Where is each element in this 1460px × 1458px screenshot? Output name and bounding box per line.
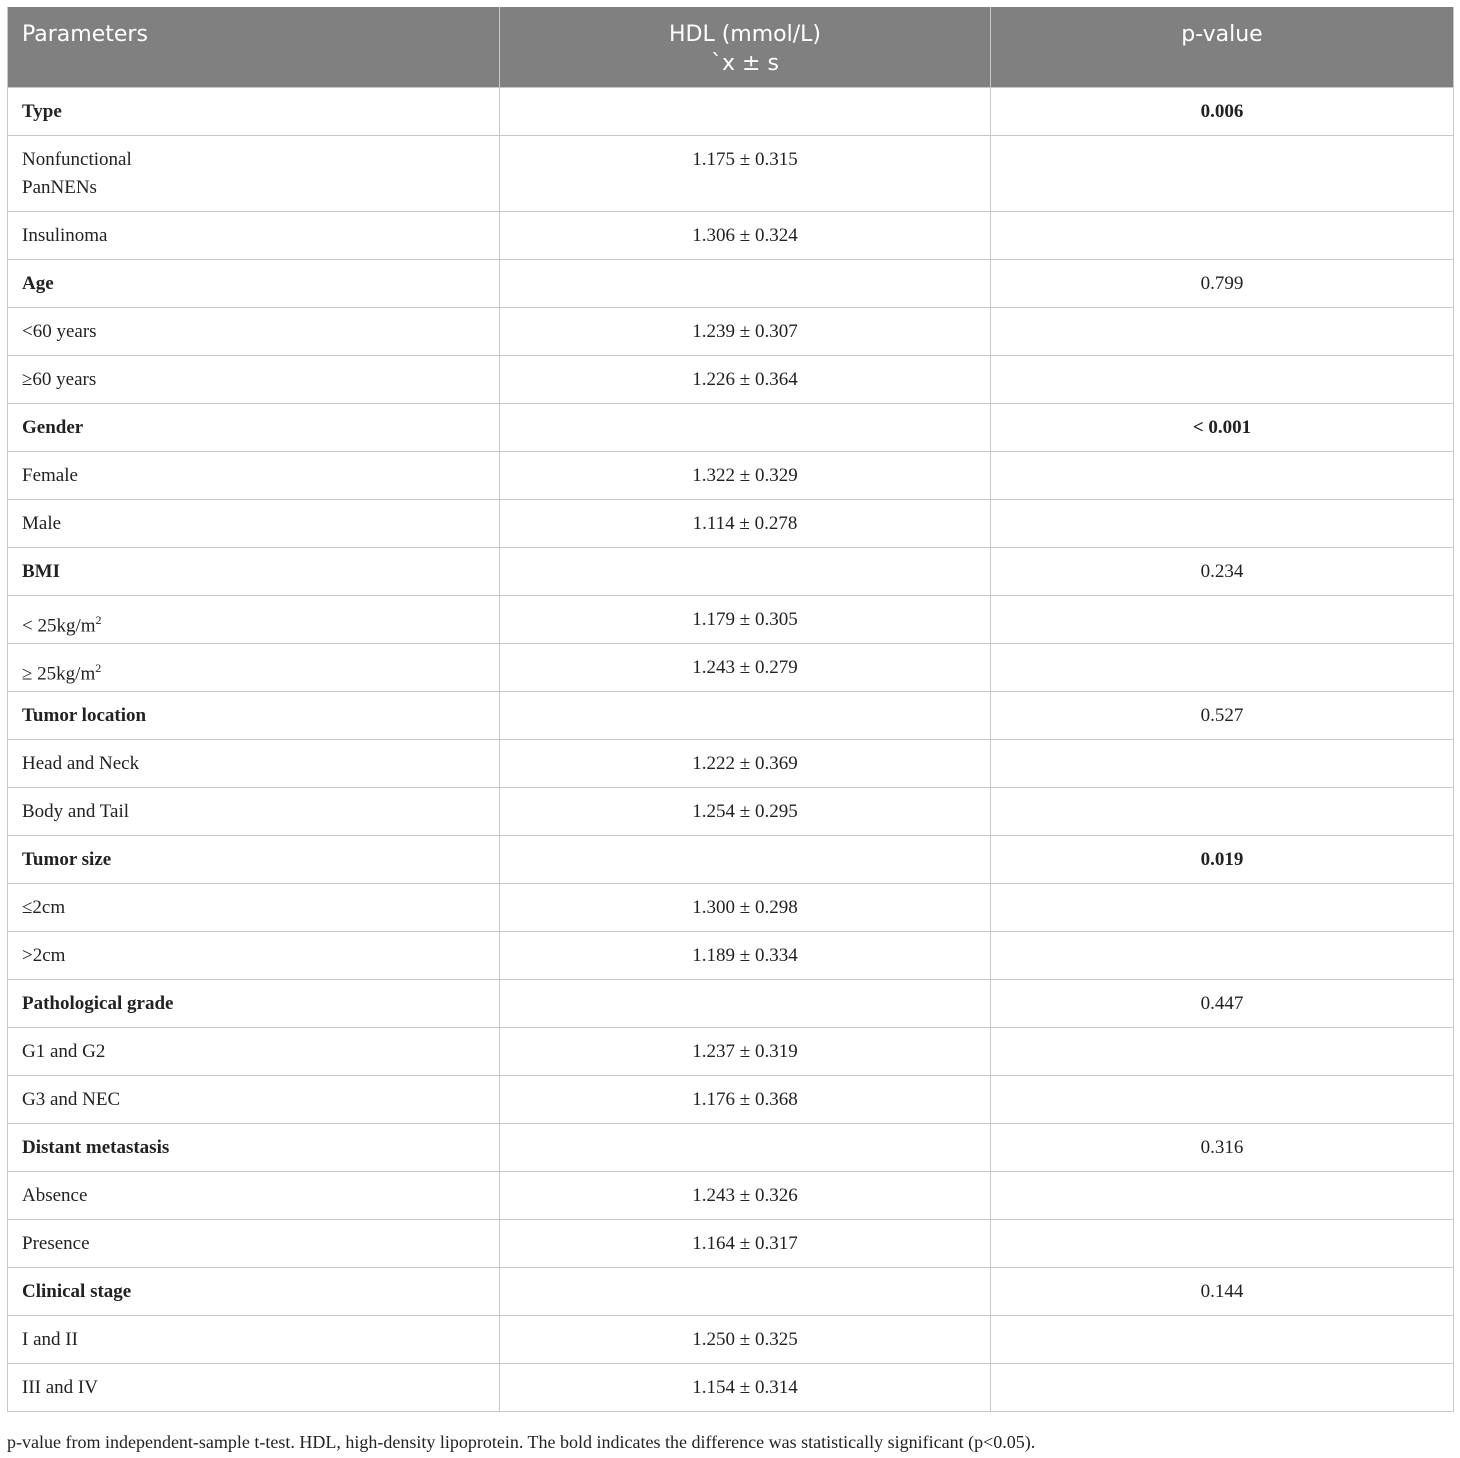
pvalue-text (1005, 932, 1439, 942)
table-container (7, 7, 1453, 1412)
pvalue-text: 0.447 (1200, 993, 1244, 1014)
parameter-text: <60 years (22, 321, 97, 342)
table-body (8, 88, 1454, 1412)
pvalue-text (1005, 1028, 1439, 1038)
hdl-value-text: 1.322 ± 0.329 (692, 465, 798, 486)
cell-hdl-value (500, 308, 991, 356)
table-row (8, 884, 1454, 932)
parameter-text: Distant metastasis (22, 1137, 170, 1158)
table-row (8, 1220, 1454, 1268)
cell-hdl-value (500, 1124, 991, 1172)
table-row (8, 500, 1454, 548)
cell-hdl-value (500, 1364, 991, 1412)
pvalue-text (1005, 1220, 1439, 1230)
parameter-text: Female (22, 465, 78, 486)
hdl-value-text: 1.189 ± 0.334 (692, 945, 798, 966)
hdl-value-text: 1.164 ± 0.317 (692, 1233, 798, 1254)
table-row (8, 932, 1454, 980)
parameter-text: Gender (22, 417, 84, 438)
cell-parameter (8, 500, 500, 548)
cell-parameter (8, 1076, 500, 1124)
table-row (8, 136, 1454, 212)
pvalue-text: 0.316 (1200, 1137, 1244, 1158)
hdl-value-text: 1.114 ± 0.278 (692, 513, 798, 534)
parameter-text: Head and Neck (22, 753, 140, 774)
hdl-value-text: 1.306 ± 0.324 (692, 225, 798, 246)
pvalue-text (1005, 136, 1439, 146)
hdl-value-text: 1.250 ± 0.325 (692, 1329, 798, 1350)
cell-hdl-value (500, 1316, 991, 1364)
table-header (8, 7, 1454, 88)
table-row (8, 308, 1454, 356)
parameter-text: Tumor location (22, 705, 147, 726)
parameter-text: Absence (22, 1185, 88, 1206)
cell-parameter (8, 836, 500, 884)
cell-hdl-value (500, 1028, 991, 1076)
hdl-value-text: 1.243 ± 0.279 (692, 657, 798, 678)
cell-pvalue (991, 1028, 1454, 1076)
cell-hdl-value (500, 980, 991, 1028)
table-footnote: p-value from independent-sample t-test. HDL, high-density lipoprotein. The bold indicates the difference was statistically significant (p<0.05). (7, 1432, 1036, 1452)
hdl-value-text: 1.175 ± 0.315 (692, 149, 798, 170)
cell-hdl-value (500, 884, 991, 932)
pvalue-text: 0.006 (1200, 101, 1244, 122)
hdl-value-text: 1.300 ± 0.298 (692, 897, 798, 918)
cell-parameter (8, 884, 500, 932)
cell-pvalue (991, 260, 1454, 308)
cell-parameter (8, 692, 500, 740)
hdl-table (7, 7, 1454, 1412)
parameter-text: BMI (22, 561, 60, 582)
cell-pvalue (991, 644, 1454, 692)
hdl-value-text: 1.237 ± 0.319 (692, 1041, 798, 1062)
cell-parameter (8, 212, 500, 260)
cell-parameter (8, 308, 500, 356)
cell-parameter (8, 404, 500, 452)
table-row (8, 1172, 1454, 1220)
parameter-text: Presence (22, 1233, 90, 1254)
parameter-text: Body and Tail (22, 801, 130, 822)
cell-pvalue (991, 308, 1454, 356)
cell-pvalue (991, 596, 1454, 644)
cell-pvalue (991, 1124, 1454, 1172)
header-hdl-line1: HDL (mmol/L) (668, 22, 821, 47)
parameter-text: Age (22, 273, 54, 294)
cell-pvalue (991, 212, 1454, 260)
cell-parameter (8, 88, 500, 136)
cell-parameter (8, 644, 500, 692)
hdl-value-text: 1.179 ± 0.305 (692, 609, 798, 630)
table-row (8, 740, 1454, 788)
hdl-value-text (514, 692, 976, 702)
hdl-value-text: 1.154 ± 0.314 (692, 1377, 798, 1398)
pvalue-text: 0.527 (1200, 705, 1244, 726)
parameter-text: Nonfunctional PanNENs (22, 149, 132, 198)
cell-pvalue (991, 740, 1454, 788)
cell-hdl-value (500, 1268, 991, 1316)
cell-pvalue (991, 980, 1454, 1028)
cell-parameter (8, 1316, 500, 1364)
pvalue-text (1005, 356, 1439, 366)
hdl-value-text (514, 88, 976, 98)
table-group-row (8, 88, 1454, 136)
cell-hdl-value (500, 1076, 991, 1124)
parameter-text: ≤2cm (22, 897, 66, 918)
header-parameters-label: Parameters (22, 22, 148, 47)
cell-parameter (8, 136, 500, 212)
parameter-text: Clinical stage (22, 1281, 132, 1302)
cell-hdl-value (500, 692, 991, 740)
parameter-text: Pathological grade (22, 993, 174, 1014)
table-group-row (8, 548, 1454, 596)
cell-pvalue (991, 136, 1454, 212)
cell-pvalue (991, 884, 1454, 932)
cell-hdl-value (500, 1220, 991, 1268)
table-row (8, 1028, 1454, 1076)
pvalue-text: 0.234 (1200, 561, 1244, 582)
hdl-value-text (514, 980, 976, 990)
header-hdl-line2: `x ± s (711, 51, 779, 76)
cell-pvalue (991, 356, 1454, 404)
hdl-value-text (514, 548, 976, 558)
cell-pvalue (991, 1220, 1454, 1268)
cell-hdl-value (500, 740, 991, 788)
parameter-text: Insulinoma (22, 225, 108, 246)
cell-hdl-value (500, 500, 991, 548)
cell-pvalue (991, 404, 1454, 452)
cell-parameter (8, 980, 500, 1028)
cell-hdl-value (500, 596, 991, 644)
pvalue-text (1005, 212, 1439, 222)
cell-hdl-value (500, 932, 991, 980)
cell-parameter (8, 740, 500, 788)
cell-pvalue (991, 932, 1454, 980)
cell-parameter (8, 1268, 500, 1316)
table-row (8, 1076, 1454, 1124)
cell-parameter (8, 260, 500, 308)
table-row (8, 644, 1454, 692)
table-row (8, 356, 1454, 404)
hdl-value-text: 1.239 ± 0.307 (692, 321, 798, 342)
cell-pvalue (991, 1364, 1454, 1412)
pvalue-text: < 0.001 (1192, 417, 1252, 438)
cell-pvalue (991, 548, 1454, 596)
table-row (8, 212, 1454, 260)
pvalue-text (1005, 308, 1439, 318)
cell-pvalue (991, 1172, 1454, 1220)
cell-hdl-value (500, 548, 991, 596)
cell-parameter (8, 548, 500, 596)
cell-hdl-value (500, 404, 991, 452)
cell-parameter (8, 932, 500, 980)
table-row (8, 788, 1454, 836)
hdl-value-text (514, 260, 976, 270)
hdl-value-text: 1.243 ± 0.326 (692, 1185, 798, 1206)
cell-hdl-value (500, 644, 991, 692)
pvalue-text (1005, 452, 1439, 462)
cell-pvalue (991, 500, 1454, 548)
cell-pvalue (991, 88, 1454, 136)
pvalue-text (1005, 1316, 1439, 1326)
cell-parameter (8, 1172, 500, 1220)
cell-hdl-value (500, 260, 991, 308)
pvalue-text (1005, 884, 1439, 894)
parameter-text: ≥ 25kg/m (22, 663, 96, 685)
table-row (8, 1316, 1454, 1364)
pvalue-text (1005, 500, 1439, 510)
pvalue-text (1005, 788, 1439, 798)
hdl-value-text: 1.222 ± 0.369 (692, 753, 798, 774)
cell-parameter (8, 356, 500, 404)
parameter-text: < 25kg/m (22, 615, 96, 637)
cell-parameter (8, 788, 500, 836)
parameter-text: III and IV (22, 1377, 98, 1398)
pvalue-text: 0.144 (1200, 1281, 1244, 1302)
header-pvalue-label: p-value (1181, 22, 1263, 47)
cell-pvalue (991, 1316, 1454, 1364)
pvalue-text (1005, 1364, 1439, 1374)
cell-parameter (8, 1124, 500, 1172)
hdl-value-text: 1.226 ± 0.364 (692, 369, 798, 390)
parameter-text: I and II (22, 1329, 78, 1350)
cell-hdl-value (500, 88, 991, 136)
hdl-value-text: 1.254 ± 0.295 (692, 801, 798, 822)
header-pvalue (991, 7, 1454, 88)
pvalue-text (1005, 740, 1439, 750)
cell-pvalue (991, 452, 1454, 500)
table-group-row (8, 980, 1454, 1028)
pvalue-text: 0.019 (1200, 849, 1244, 870)
parameter-text: G3 and NEC (22, 1089, 121, 1110)
unit-superscript: 2 (95, 661, 102, 675)
unit-superscript: 2 (95, 613, 102, 627)
hdl-value-text (514, 1268, 976, 1278)
cell-parameter (8, 1364, 500, 1412)
pvalue-text (1005, 1172, 1439, 1182)
table-group-row (8, 692, 1454, 740)
pvalue-text (1005, 596, 1439, 606)
table-group-row (8, 1124, 1454, 1172)
hdl-value-text (514, 836, 976, 846)
cell-pvalue (991, 692, 1454, 740)
pvalue-text (1005, 644, 1439, 654)
cell-pvalue (991, 788, 1454, 836)
cell-hdl-value (500, 356, 991, 404)
parameter-text: >2cm (22, 945, 66, 966)
table-group-row (8, 404, 1454, 452)
parameter-text: Tumor size (22, 849, 112, 870)
cell-hdl-value (500, 136, 991, 212)
parameter-text: Type (22, 101, 62, 122)
parameter-text: Male (22, 513, 62, 534)
cell-hdl-value (500, 836, 991, 884)
cell-pvalue (991, 1076, 1454, 1124)
cell-hdl-value (500, 1172, 991, 1220)
parameter-text: ≥60 years (22, 369, 97, 390)
cell-hdl-value (500, 788, 991, 836)
table-row (8, 1364, 1454, 1412)
header-hdl (500, 7, 991, 88)
table-group-row (8, 1268, 1454, 1316)
pvalue-text: 0.799 (1200, 273, 1244, 294)
cell-parameter (8, 596, 500, 644)
header-parameters (8, 7, 500, 88)
cell-hdl-value (500, 452, 991, 500)
table-group-row (8, 836, 1454, 884)
hdl-value-text (514, 404, 976, 414)
table-row (8, 452, 1454, 500)
table-group-row (8, 260, 1454, 308)
cell-parameter (8, 452, 500, 500)
cell-parameter (8, 1220, 500, 1268)
hdl-value-text: 1.176 ± 0.368 (692, 1089, 798, 1110)
cell-hdl-value (500, 212, 991, 260)
parameter-text: G1 and G2 (22, 1041, 106, 1062)
pvalue-text (1005, 1076, 1439, 1086)
hdl-value-text (514, 1124, 976, 1134)
cell-pvalue (991, 1268, 1454, 1316)
cell-pvalue (991, 836, 1454, 884)
header-row (8, 7, 1454, 88)
cell-parameter (8, 1028, 500, 1076)
table-row (8, 596, 1454, 644)
